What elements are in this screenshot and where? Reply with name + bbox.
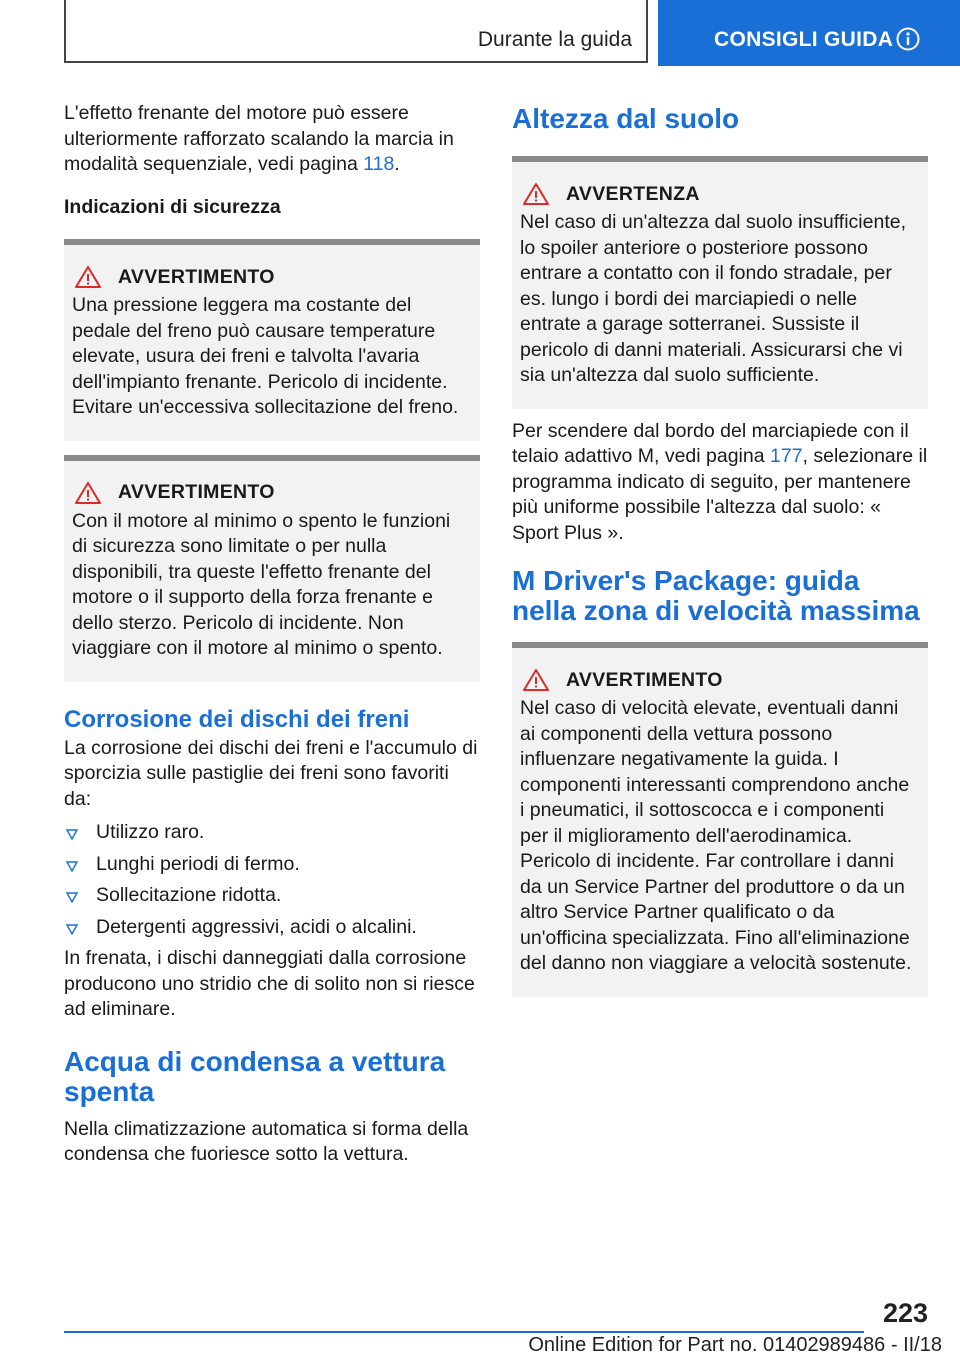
right-column bbox=[512, 98, 928, 997]
warning-text: Nel caso di un'altezza dal suolo insufficiente, lo spoiler anteriore o posteriore possono entrare a contatto con il fondo stradale, per es. lungo i bordi dei marciapiedi o nelle entrate a garage sotterranei. Sussiste il pericolo di danni materiali. Assicurarsi che vi sia un'altezza dal suolo sufficiente. bbox=[520, 211, 907, 386]
warning-title: AVVERTENZA bbox=[566, 182, 700, 205]
list-item-text: Detergenti aggressivi, acidi o alcalini. bbox=[96, 915, 417, 938]
list-item bbox=[64, 883, 480, 909]
corrosion-outro: In frenata, i dischi danneggiati dalla corrosione producono uno stridio che di solito non si riesce ad eliminare. bbox=[64, 947, 475, 1020]
list-item bbox=[64, 820, 480, 846]
warning-triangle-icon bbox=[522, 668, 550, 692]
warning-triangle-icon bbox=[74, 265, 102, 289]
chapter-tab[interactable] bbox=[658, 0, 960, 66]
left-column bbox=[64, 98, 480, 1168]
intro-text: L'effetto frenante del motore può essere ulteriormente rafforzato scalando la marcia in modalità sequenziale, vedi pagina bbox=[64, 102, 454, 175]
page-header bbox=[0, 0, 960, 66]
warning-title: AVVERTIMENTO bbox=[566, 668, 723, 691]
bullet-list bbox=[64, 820, 480, 940]
warning-box bbox=[64, 455, 480, 682]
chapter-tab-label: CONSIGLI GUIDA bbox=[714, 28, 894, 51]
list-item-text: Sollecitazione ridotta. bbox=[96, 884, 282, 906]
page-number: 223 bbox=[882, 1298, 928, 1328]
triangle-bullet-icon bbox=[66, 860, 78, 872]
footer-divider bbox=[64, 1331, 864, 1333]
corrosion-intro: La corrosione dei dischi dei freni e l'accumulo di sporcizia sulle pastiglie dei freni sono favoriti da: bbox=[64, 736, 478, 810]
edition-note: Online Edition for Part no. 01402989486 - II/18 bbox=[528, 1334, 942, 1356]
condensate-heading: Acqua di condensa a vettura spenta bbox=[64, 1045, 446, 1107]
warning-triangle-icon bbox=[74, 481, 102, 505]
section-frame bbox=[64, 0, 648, 63]
warning-title: AVVERTIMENTO bbox=[118, 265, 275, 288]
warning-box bbox=[64, 239, 480, 441]
warning-text: Con il motore al minimo o spento le funzioni di sicurezza sono limitate o per nulla disponibili, tra queste l'effetto frenante del motore o il supporto della forza frenante e dello sterzo. Pericolo di incidente. Non viaggiare con il motore al minimo o spento. bbox=[72, 509, 451, 659]
ground-heading: Altezza dal suolo bbox=[512, 103, 740, 134]
list-item-text: Utilizzo raro. bbox=[96, 821, 205, 843]
warning-text: Una pressione leggera ma costante del pedale del freno può causare temperature elevate, usura dei freni e talvolta l'avaria dell'impianto frenante. Pericolo di incidente. Evitare un'eccessiva sollecitazione del freno. bbox=[72, 294, 459, 418]
warning-box bbox=[512, 642, 928, 997]
list-item bbox=[64, 915, 480, 941]
triangle-bullet-icon bbox=[66, 891, 78, 903]
warning-triangle-icon bbox=[522, 182, 550, 206]
intro-end: . bbox=[394, 153, 400, 175]
list-item bbox=[64, 852, 480, 878]
section-title: Durante la guida bbox=[477, 28, 632, 51]
ground-text-end: , selezionare il programma indicato di seguito, per mantenere più uniforme possibile l'altezza dal suolo: « Sport Plus ». bbox=[512, 445, 928, 544]
mdriver-heading: M Driver's Package: guida nella zona di velocità massima bbox=[512, 565, 920, 626]
page-link-118[interactable]: 118 bbox=[363, 153, 395, 175]
ground-text: Per scendere dal bordo del marciapiede con il telaio adattivo M, vedi pagina bbox=[512, 419, 909, 467]
triangle-bullet-icon bbox=[66, 828, 78, 840]
safety-heading: Indicazioni di sicurezza bbox=[64, 195, 281, 218]
warning-text: Nel caso di velocità elevate, eventuali danni ai componenti della vettura possono influenzare negativamente la guida. I componenti interessanti comprendono anche i pneumatici, il sottoscocca e i componenti per il miglioramento dell'aerodinamica. Pericolo di incidente. Far controllare i danni da un Service Partner del produttore o da un altro Service Partner qualificato o da un'officina specializzata. Fino all'eliminazione del danno non viaggiare a velocità sostenute. bbox=[520, 697, 912, 974]
warning-box bbox=[512, 156, 928, 409]
intro-paragraph bbox=[64, 101, 480, 178]
warning-title: AVVERTIMENTO bbox=[118, 481, 275, 503]
triangle-bullet-icon bbox=[66, 923, 78, 935]
corrosion-heading: Corrosione dei dischi dei freni bbox=[64, 705, 410, 733]
condensate-text: Nella climatizzazione automatica si forma della condensa che fuoriesce sotto la vettura. bbox=[64, 1117, 469, 1165]
list-item-text: Lunghi periodi di fermo. bbox=[96, 852, 300, 875]
page-link-177[interactable]: 177 bbox=[770, 445, 803, 467]
info-icon bbox=[896, 27, 920, 51]
ground-paragraph bbox=[512, 419, 928, 547]
